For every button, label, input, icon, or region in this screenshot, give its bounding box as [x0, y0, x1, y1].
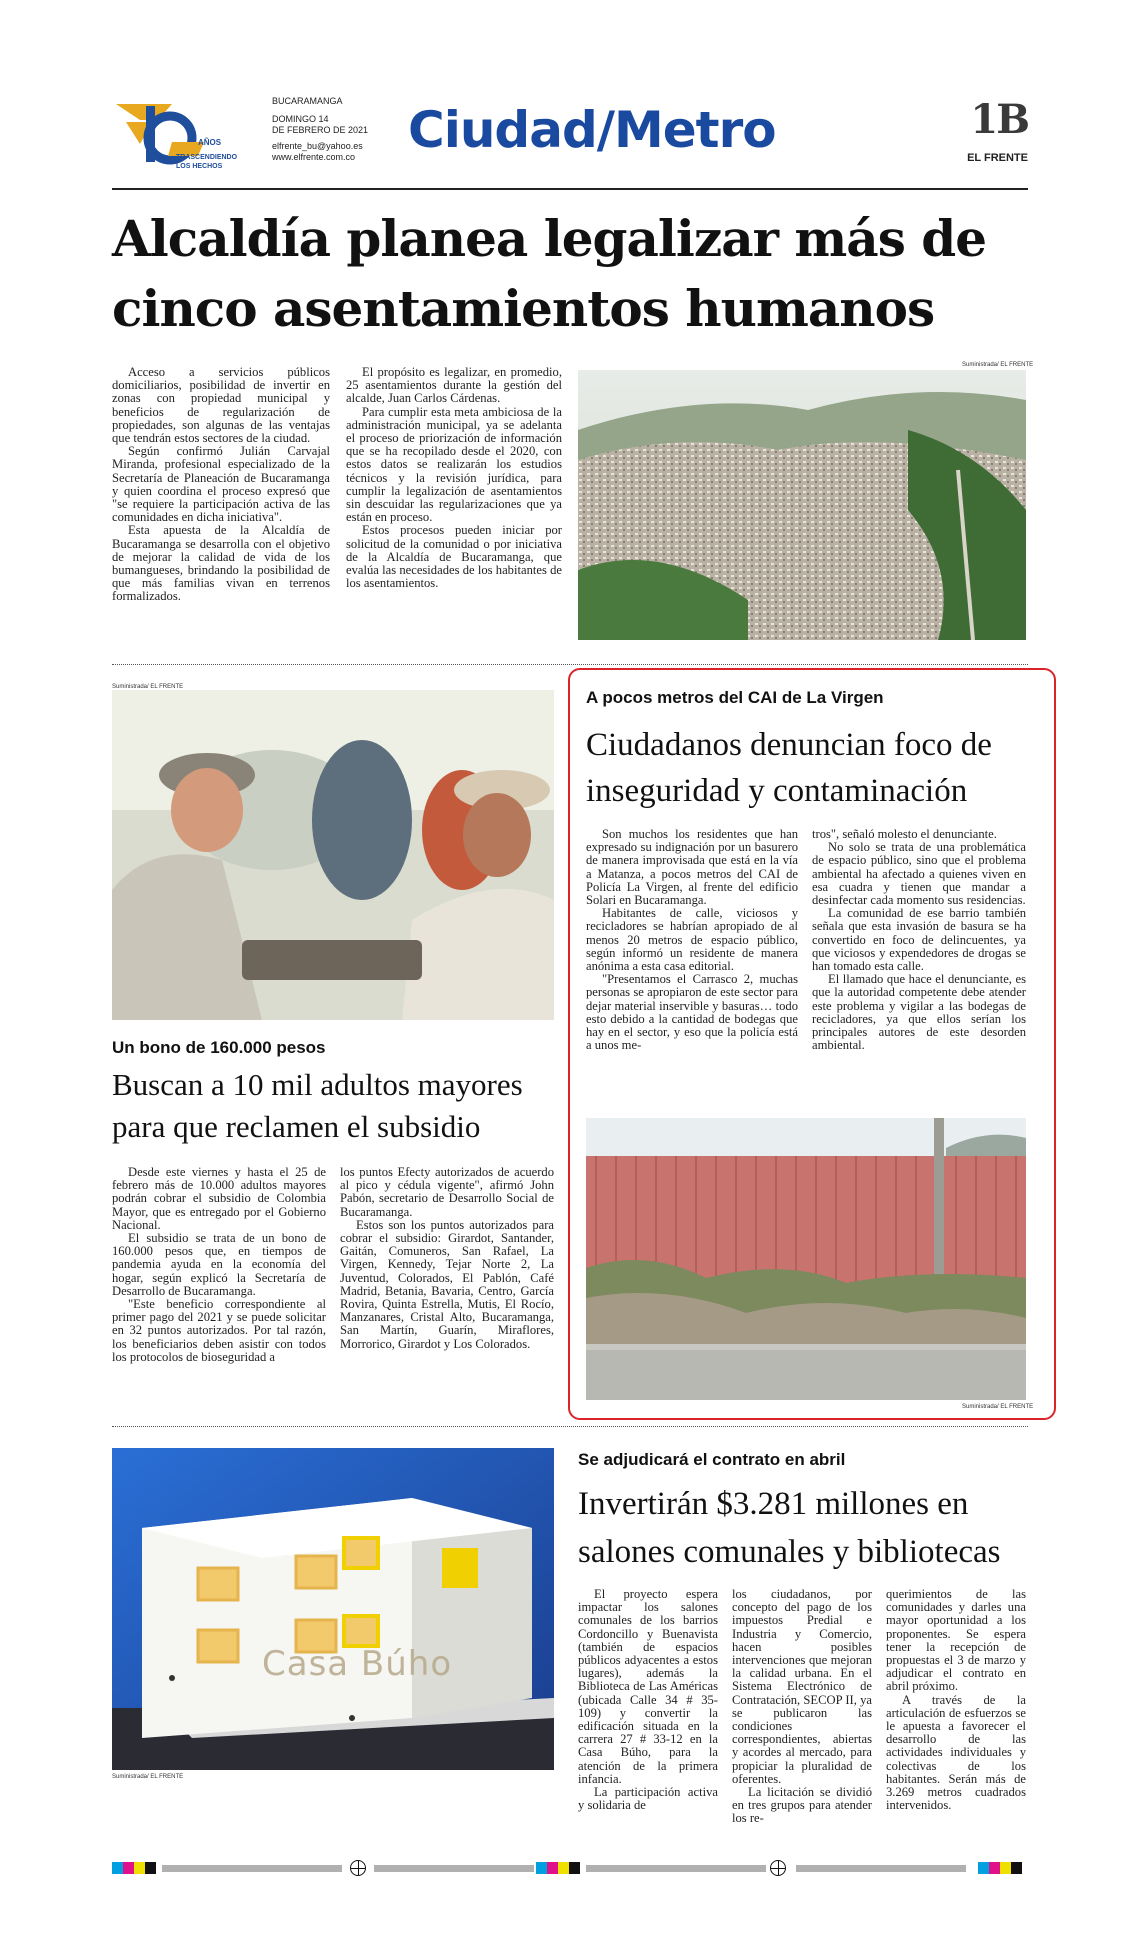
- elderly-headline: [112, 1064, 572, 1148]
- casa-buho-sign: Casa Búho: [262, 1644, 453, 1684]
- elderly-headline-line2: para que reclamen el subsidio: [112, 1109, 481, 1144]
- salones-story-col1: [578, 1588, 718, 1812]
- aerial-city-photo: [578, 370, 1026, 640]
- paragraph: A través de la articulación de esfuerzos se le apuesta a favorecer el desarrollo de las actividades individuales y colectivas de los habitantes. Serán más de 3.269 metros cuadrados intervenidos.: [886, 1692, 1026, 1813]
- salones-headline: [578, 1480, 1038, 1576]
- elderly-story-col1: [112, 1166, 326, 1364]
- elderly-headline-line1: Buscan a 10 mil adultos mayores: [112, 1067, 523, 1102]
- gray-bar: [796, 1865, 966, 1872]
- paragraph: "Este beneficio correspondiente al primer pago del 2021 y se puede solicitar en 32 puntos autorizados. Por tal razón, los beneficiarios deben asistir con todos los protocolos de bioseguridad a: [112, 1297, 326, 1364]
- photo-credit: Suministrada/ EL FRENTE: [962, 362, 1034, 368]
- salones-kicker: Se adjudicará el contrato en abril: [578, 1450, 846, 1469]
- color-bar: [536, 1862, 580, 1874]
- gray-bar: [374, 1865, 534, 1872]
- salones-story-col3: [886, 1588, 1026, 1812]
- gray-bar: [586, 1865, 766, 1872]
- section-divider: [112, 664, 1028, 665]
- main-headline-line1: Alcaldía planea legalizar más de: [112, 209, 987, 268]
- salones-story-col2: [732, 1588, 872, 1826]
- garbage-wall-photo: [586, 1118, 1026, 1400]
- dateline: [272, 96, 382, 163]
- paragraph: La licitación se dividió en tres grupos para atender los re-: [732, 1785, 872, 1826]
- cai-kicker: A pocos metros del CAI de La Virgen: [586, 688, 884, 707]
- paragraph: Para cumplir esta meta ambiciosa de la administración municipal, ya se adelanta el proceso de priorización de información que se ha recopilado desde el 2020, con estos datos se realizarán los estudios técnicos y la revisión jurídica, para cumplir la legalización de asentamientos sin descuidar las regularizaciones que ya están en proceso.: [346, 404, 562, 525]
- city-label: BUCARAMANGA: [272, 96, 343, 106]
- paragraph: Son muchos los residentes que han expresado su indignación por un basurero de manera improvisada que está en la vía a Matanza, a pocos metros del CAI de Policía La Virgen, al frente del edificio Solari en Bucaramanga.: [586, 827, 798, 908]
- cai-headline: [586, 722, 1046, 814]
- paragraph: La participación activa y solidaria de: [578, 1785, 718, 1813]
- paper-name: EL FRENTE: [967, 152, 1028, 164]
- paragraph: Esta apuesta de la Alcaldía de Bucaramanga se desarrolla con el objetivo de mejorar la calidad de vida de los bumangueses, brindando la posibilidad de que más familias vivan en terrenos formalizados.: [112, 523, 330, 604]
- paragraph: Habitantes de calle, viciosos y recicladores se habrían apropiado de al menos 20 metros de espacio público, según informó un residente de manera anónima a esta casa editorial.: [586, 906, 798, 974]
- paragraph: El propósito es legalizar, en promedio, 25 asentamientos durante la gestión del alcalde, Juan Carlos Cárdenas.: [346, 365, 562, 406]
- date-month-year: DE FEBRERO DE 2021: [272, 125, 369, 135]
- elderly-kicker: Un bono de 160.000 pesos: [112, 1038, 326, 1057]
- cai-story-col2: [812, 828, 1026, 1052]
- cai-story-col1: [586, 828, 798, 1052]
- photo-credit: Suministrada/ EL FRENTE: [962, 1404, 1034, 1410]
- paragraph: El subsidio se trata de un bono de 160.000 pesos que, en tiempos de pandemia ayuda en la economía del hogar, según explicó la Secretaría de Desarrollo de Bucaramanga.: [112, 1231, 326, 1298]
- paragraph: los puntos Efecty autorizados de acuerdo al pico y cédula vigente", afirmó John Pabón, secretario de Desarrollo Social de Bucaramanga.: [340, 1165, 554, 1219]
- registration-mark-icon: [770, 1860, 786, 1876]
- photo-credit: Suministrada/ EL FRENTE: [112, 684, 184, 690]
- logo-text-years: AÑOS: [198, 138, 222, 147]
- paragraph: El llamado que hace el denunciante, es que la autoridad competente debe atender este problema y vigilar a las bodegas de recicladores, ya que ellos serían los principales autores de este desorden ambiental.: [812, 972, 1026, 1053]
- casa-buho-render: [112, 1448, 554, 1770]
- logo-number: [152, 104, 153, 105]
- section-title: Ciudad/Metro: [408, 101, 776, 159]
- color-bar: [112, 1862, 156, 1874]
- paragraph: "Presentamos el Carrasco 2, muchas personas se apropiaron de este sector para dejar material inservible y basuras… todo esto debido a la cantidad de bodegas que hay en el sector, y eso que la policía está a unos me-: [586, 972, 798, 1053]
- masthead: [112, 96, 1028, 188]
- paragraph: La comunidad de ese barrio también señala que esta invasión de basura se ha convertido en foco de delincuentes, ya que viciosos y expendedores de drogas se han tomado esta calle.: [812, 906, 1026, 974]
- page-number: 1B: [970, 96, 1028, 143]
- registration-mark-icon: [350, 1860, 366, 1876]
- color-bar: [978, 1862, 1022, 1874]
- cai-headline-line2: inseguridad y contaminación: [586, 773, 968, 809]
- main-headline: [112, 204, 1032, 344]
- photo-credit: Suministrada/ EL FRENTE: [112, 1774, 184, 1780]
- logo-text-trascendiendo: TRASCENDIENDO: [176, 154, 238, 161]
- salones-headline-line2: salones comunales y bibliotecas: [578, 1534, 1001, 1570]
- paragraph: Estos procesos pueden iniciar por solicitud de la comunidad o por iniciativa de la Alcaldía de Bucaramanga, que evalúa las necesidades de los habitantes de los asentamientos.: [346, 523, 562, 591]
- elderly-story-col2: [340, 1166, 554, 1351]
- main-story-col1: [112, 366, 330, 604]
- paragraph: querimientos de las comunidades y darles una mayor oportunidad a los proponentes. Se espera tener la recepción de propuestas el 3 de marzo y adjudicar el contrato en abril próximo.: [886, 1587, 1026, 1694]
- paragraph: Según confirmó Julián Carvajal Miranda, profesional especializado de la Secretaría de Planeación de Bucaramanga y quien coordina el proceso expresó que "se requiere la participación activa de las comunidades en dicha iniciativa".: [112, 444, 330, 525]
- main-story-col2: [346, 366, 562, 590]
- elderly-men-photo: [112, 690, 554, 1020]
- email-link[interactable]: elfrente_bu@yahoo.es: [272, 141, 363, 151]
- main-headline-line2: cinco asentamientos humanos: [112, 279, 935, 338]
- website-link[interactable]: www.elfrente.com.co: [272, 152, 356, 162]
- print-footer: [112, 1862, 1028, 1876]
- paragraph: Acceso a servicios públicos domiciliarios, posibilidad de invertir en zonas con propiedad municipal y beneficios de regularización de propiedades, son algunas de las ventajas que tendrán estos sectores de la ciudad.: [112, 365, 330, 446]
- gray-bar: [162, 1865, 342, 1872]
- salones-headline-line1: Invertirán $3.281 millones en: [578, 1486, 969, 1522]
- paragraph: Estos son los puntos autorizados para cobrar el subsidio: Girardot, Santander, Gaitán, Comuneros, San Rafael, La Virgen, Kennedy, Tejar Norte 2, La Juventud, Colorados, El Pablón, Café Madrid, Betania, Bavaria, Centro, García Rovira, Quinta Estrella, Mutis, El Rocío, Manzanares, Cristal Alto, Bucaramanga, San Martín, Guarín, Miraflores, Morrorico, Girardot y Los Colorados.: [340, 1217, 554, 1351]
- paragraph: El proyecto espera impactar los salones comunales de los barrios Cordoncillo y Buenavista (también de espacios públicos adyacentes a estos lugares), además la Biblioteca de Las Américas (ubicada Calle 34 # 35-109) y convertir la edificación situada en la carrera 27 # 33-12 en la Casa Búho, para la atención de la primera infancia.: [578, 1587, 718, 1786]
- section-divider: [112, 1426, 1028, 1427]
- cai-headline-line1: Ciudadanos denuncian foco de: [586, 727, 992, 763]
- logo-text-hechos: LOS HECHOS: [176, 163, 223, 170]
- paragraph: Desde este viernes y hasta el 25 de febrero más de 10.000 adultos mayores podrán cobrar el subsidio de Colombia Mayor, que es entregado por el Gobierno Nacional.: [112, 1165, 326, 1232]
- paragraph: los ciudadanos, por concepto del pago de los impuestos Predial e Industria y Comercio, hacen posibles intervenciones que mejoran la calidad urbana. En el Sistema Electrónico de Contratación, SECOP II, ya se publicaron las condiciones correspondientes, abiertas y acordes al mercado, para propiciar la pluralidad de oferentes.: [732, 1587, 872, 1786]
- masthead-rule: [112, 188, 1028, 190]
- paragraph: tros", señaló molesto el denunciante.: [812, 827, 997, 841]
- paragraph: No solo se trata de una problemática de espacio público, sino que el problema ambiental ha afectado a quienes viven en esa cuadra y tienen que mandar a desinfectar cada momento sus residencias.: [812, 840, 1026, 908]
- date-day: DOMINGO 14: [272, 114, 329, 124]
